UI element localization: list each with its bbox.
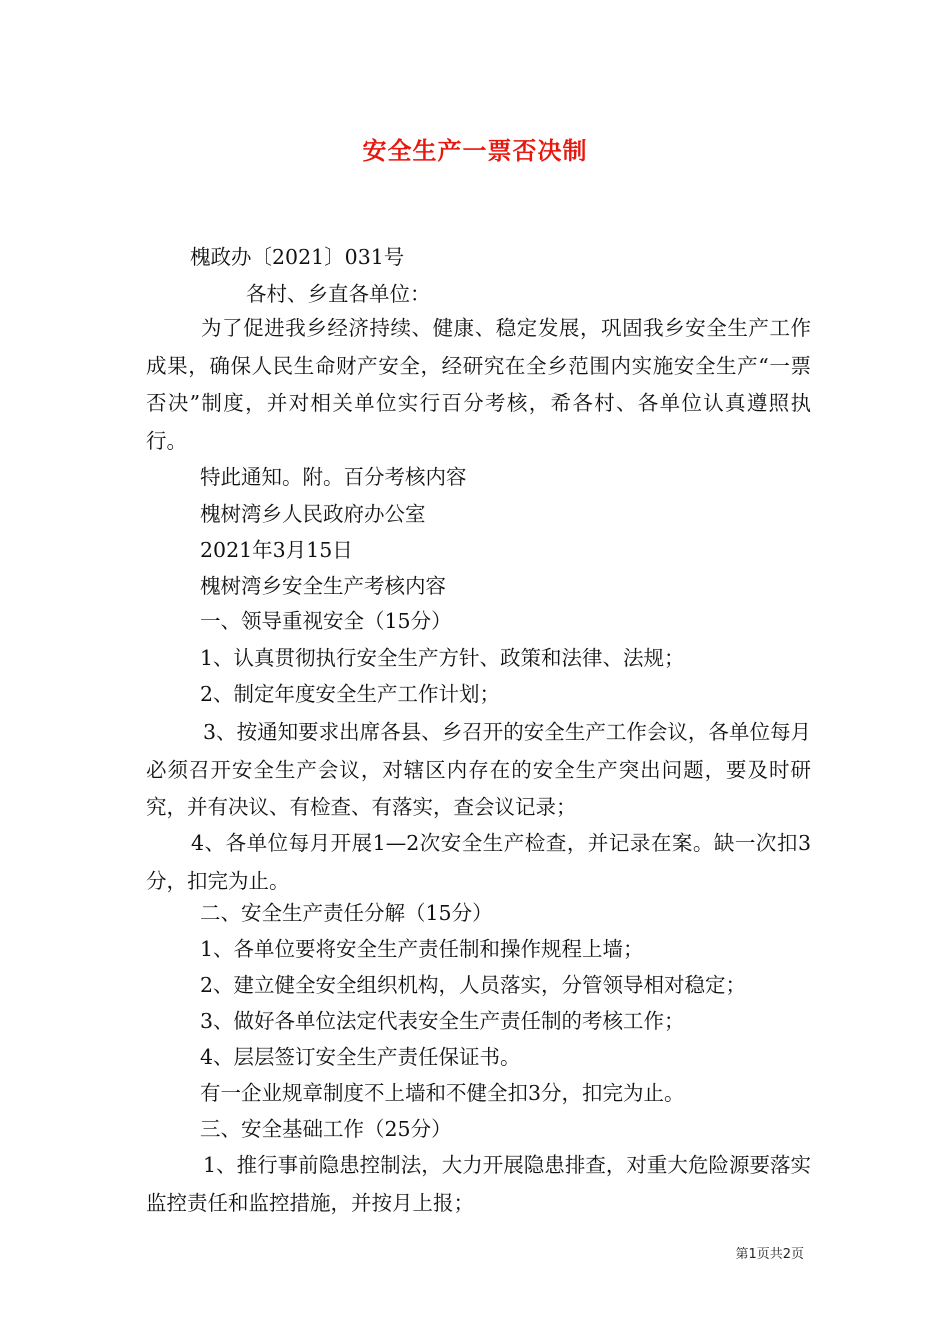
greeting: 各村、乡直各单位： <box>246 282 431 306</box>
notice-line: 特此通知。附。百分考核内容 <box>200 465 467 489</box>
section1-item1: 1、认真贯彻执行安全生产方针、政策和法律、法规； <box>200 646 685 670</box>
page-footer: 第1页共2页 <box>735 1247 804 1262</box>
section3-item1: 1、推行事前隐患控制法，大力开展隐患排查，对重大危险源要落实监控责任和监控措施，并按月上报； <box>146 1153 811 1215</box>
date-line: 2021年3月15日 <box>200 538 353 562</box>
issuer-line: 槐树湾乡人民政府办公室 <box>200 502 426 526</box>
section1-item4: 4、各单位每月开展1—2次安全生产检查，并记录在案。缺一次扣3分，扣完为止。 <box>146 831 811 893</box>
document-number: 槐政办〔2021〕031号 <box>190 245 405 269</box>
section1-heading: 一、领导重视安全（15分） <box>200 609 452 633</box>
section2-item2: 2、建立健全安全组织机构，人员落实，分管领导相对稳定； <box>200 973 747 997</box>
intro-paragraph: 为了促进我乡经济持续、健康、稳定发展，巩固我乡安全生产工作成果，确保人民生命财产安全，经研究在全乡范围内实施安全生产“一票否决”制度，并对相关单位实行百分考核，希各村、各单位认真遵照执行。 <box>146 316 811 453</box>
section1-item2: 2、制定年度安全生产工作计划； <box>200 682 501 706</box>
section2-item3: 3、做好各单位法定代表安全生产责任制的考核工作； <box>200 1009 685 1033</box>
section2-heading: 二、安全生产责任分解（15分） <box>200 901 493 925</box>
section2-item1: 1、各单位要将安全生产责任制和操作规程上墙； <box>200 937 644 961</box>
section3-heading: 三、安全基础工作（25分） <box>200 1117 452 1141</box>
section2-item4: 4、层层签订安全生产责任保证书。 <box>200 1045 521 1069</box>
document-title: 安全生产一票否决制 <box>362 136 588 165</box>
section2-note: 有一企业规章制度不上墙和不健全扣3分，扣完为止。 <box>200 1081 685 1105</box>
appendix-title: 槐树湾乡安全生产考核内容 <box>200 574 446 598</box>
section1-item3: 3、按通知要求出席各县、乡召开的安全生产工作会议，各单位每月必须召开安全生产会议，对辖区内存在的安全生产突出问题，要及时研究，并有决议、有检查、有落实，查会议记录； <box>146 720 811 819</box>
